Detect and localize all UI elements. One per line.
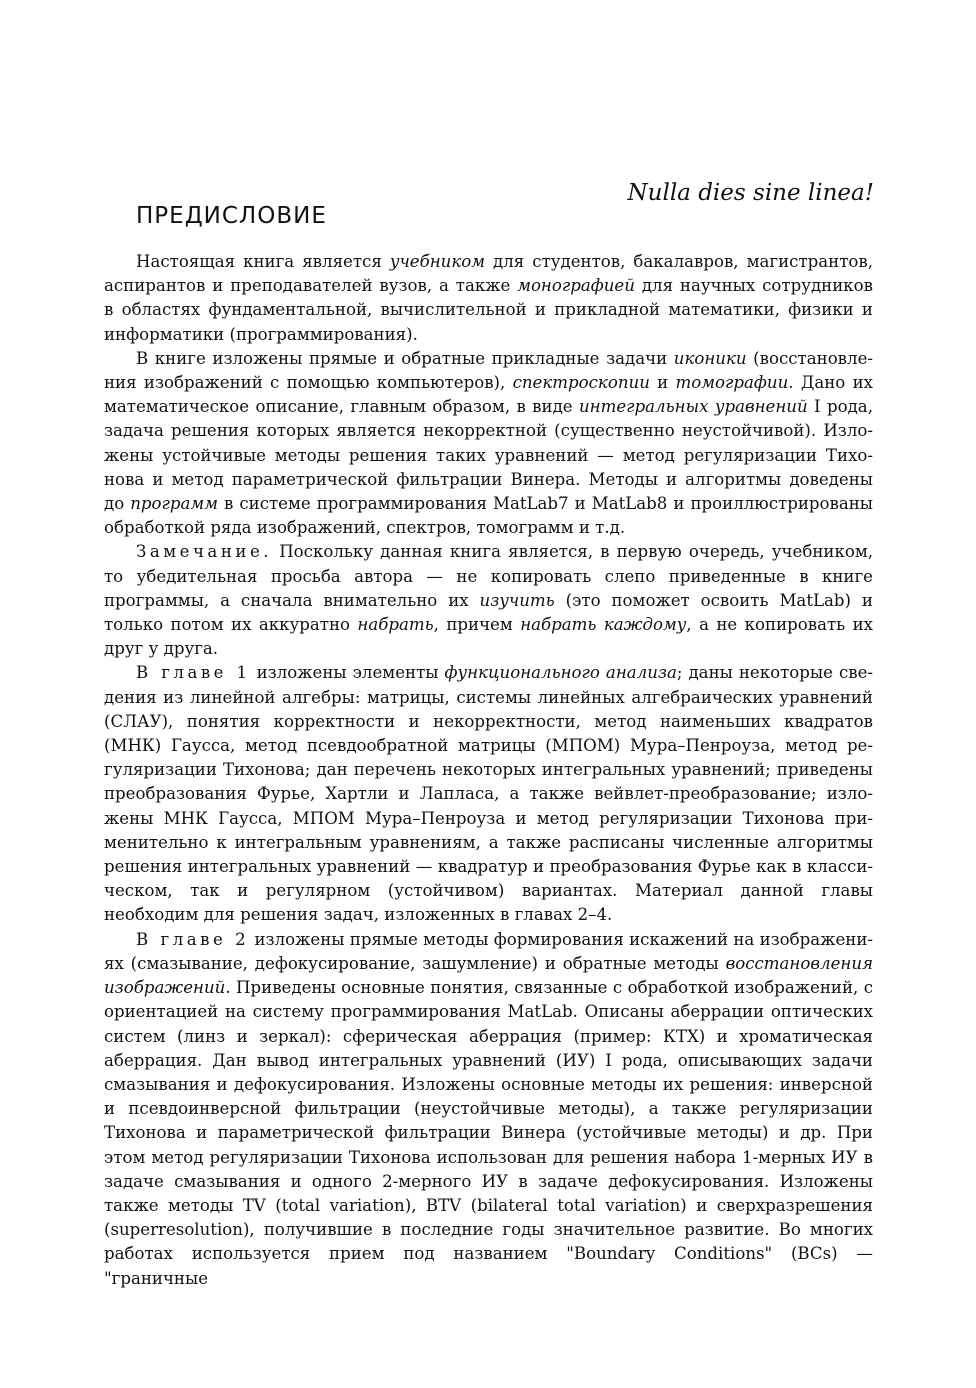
epigraph: Nulla dies sine linea! bbox=[627, 180, 874, 206]
italic-text: изучить bbox=[479, 590, 555, 610]
italic-text: набрать каждому bbox=[520, 615, 687, 635]
paragraph-text: для студентов, бакалавров, магистрантов, аспирантов и преподавателей вузов, а также bbox=[104, 252, 873, 296]
spaced-text: В главе 2 bbox=[136, 929, 250, 949]
paragraph-text: , причем bbox=[433, 615, 521, 635]
italic-text: восстановления изображений bbox=[104, 953, 873, 998]
paragraph-text: , а не копировать их друг у друга. bbox=[104, 615, 874, 659]
italic-text: учебником bbox=[389, 252, 485, 271]
paragraph-text: изложены элементы bbox=[250, 663, 445, 683]
paragraph bbox=[104, 661, 873, 927]
italic-text: томографии bbox=[675, 373, 789, 393]
paragraph-text: ; даны некоторые сведения из линейной алгебры: матрицы, системы линейных алгебраических уравнений (СЛАУ), понятия корректности и некорректности, метод наименьших квадратов (МНК) Гаусса, метод псевдообратной матрицы (МПОМ) Мура–Пенроуза, метод регуляризации Тихонова; дан перечень некоторых интегральных уравнений; приведены преобразования Фурье, Хартли и Лапласа, а также вейвлет-преобразование; изложены МНК Гаусса, МПОМ Мура–Пенроуза и метод регуляризации Тихонова применительно к интегральным уравнениям, а также расписаны численные алгоритмы решения интегральных уравнений — квадратур и преобразования Фурье как в классическом, так и регулярном (устойчивом) вариантах. Материал данной главы необходим для решения задач, изложенных в главах 2–4. bbox=[104, 663, 874, 925]
preface-body bbox=[104, 250, 873, 1291]
paragraph bbox=[104, 540, 873, 661]
paragraph-text: для научных сотрудников в областях фундаментальной, вычислительной и прикладной математики, физики и информатики (программирования). bbox=[104, 276, 873, 344]
italic-text: набрать bbox=[357, 615, 434, 635]
paragraph-text: Поскольку данная книга является, в первую очередь, учебником, то убедительная просьба автора — не копировать слепо приведенные в книге программы, а сначала внимательно их bbox=[104, 542, 873, 610]
paragraph-text: . Приведены основные понятия, связанные с обработкой изображений, с ориентацией на систему программирования MatLab. Описаны аберрации оптических систем (линз и зеркал): сферическая аберрация (пример: КТХ) и хроматическая аберрация. Дан вывод интегральных уравнений (ИУ) I рода, описывающих задачи смазывания и дефокусирования. Изложены основные методы их решения: инверсной и псевдоинверсной фильтрации (неустойчивые методы), а также регуляризации Тихонова и параметрической фильтрации Винера (устойчивые методы) и др. При этом метод регуляризации Тихонова использован для решения набора 1-мерных ИУ в задаче смазывания и одного 2-мерного ИУ в задаче дефокусирования. Изложены также методы TV (total variation), BTV (bilateral total variation) и сверхразрешения (superresolution), получившие в последние годы значительное развитие. Во многих работах используется прием под названием "Boundary Conditions" (BCs) — "граничные bbox=[104, 978, 873, 1288]
italic-text: спектроскопии bbox=[512, 373, 650, 393]
paragraph bbox=[104, 928, 873, 1291]
paragraph bbox=[104, 347, 873, 541]
paragraph-text: изложены прямые методы формирования искажений на изображениях (смазывание, дефокусирование, зашумление) и обратные методы bbox=[104, 929, 873, 973]
italic-text: иконики bbox=[673, 348, 747, 368]
paragraph-text: I рода, задача решения которых является некорректной (существенно неустойчивой). Изложены устойчивые методы решения таких уравнений — метод регуляризации Тихонова и метод параметрической фильтрации Винера. Методы и алгоритмы доведены до bbox=[104, 397, 873, 514]
spaced-text: Замечание. bbox=[136, 542, 273, 562]
italic-text: функционального анализа bbox=[444, 663, 677, 683]
italic-text: монографией bbox=[517, 276, 635, 296]
section-heading: ПРЕДИСЛОВИЕ bbox=[136, 203, 327, 229]
spaced-text: В главе 1 bbox=[136, 663, 251, 683]
paragraph-text: в системе программирования MatLab7 и MatLab8 и проиллюстрированы обработкой ряда изображений, спектров, томограмм и т.д. bbox=[104, 494, 873, 538]
paragraph-text: и bbox=[649, 373, 676, 393]
italic-text: программ bbox=[130, 494, 218, 514]
italic-text: интегральных уравнений bbox=[578, 397, 808, 417]
paragraph-text: (это поможет освоить MatLab) и только потом их аккуратно bbox=[104, 590, 873, 635]
paragraph bbox=[104, 250, 873, 347]
paragraph-text: Настоящая книга является bbox=[136, 252, 390, 271]
paragraph-text: В книге изложены прямые и обратные прикладные задачи bbox=[136, 348, 674, 368]
paragraph-text: (восстановления изображений с помощью компьютеров), bbox=[104, 348, 873, 393]
paragraph-text: . Дано их математическое описание, главным образом, в виде bbox=[104, 373, 873, 417]
